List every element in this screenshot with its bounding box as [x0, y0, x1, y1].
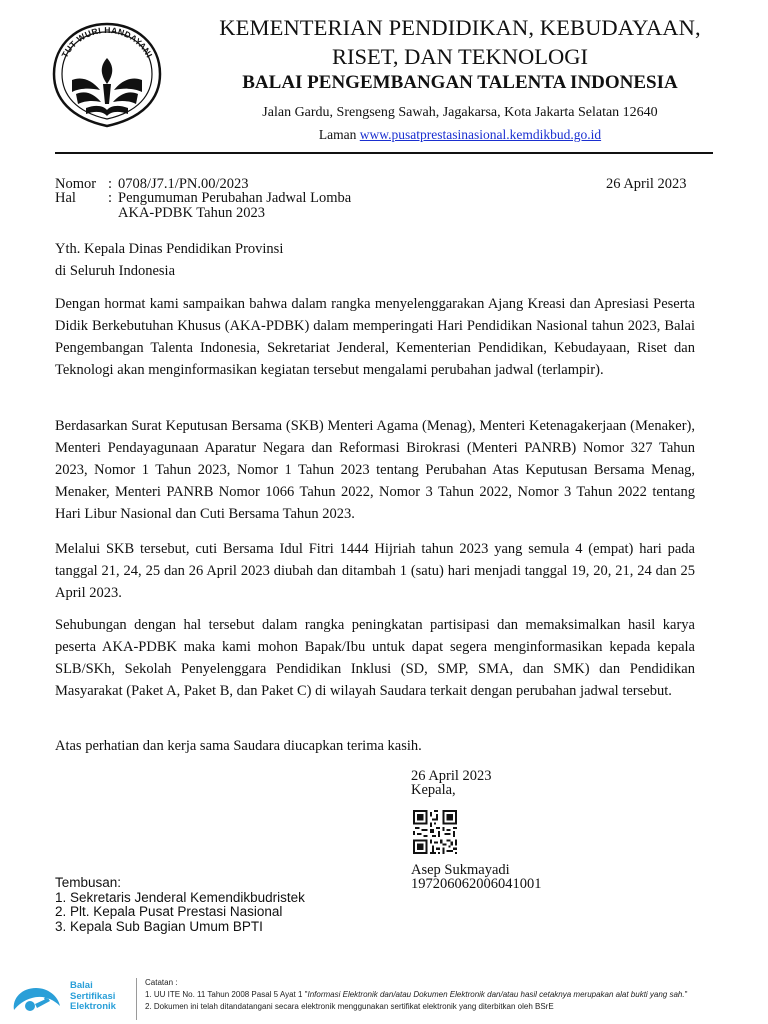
tembusan-item: 3. Kepala Sub Bagian Umum BPTI	[55, 918, 263, 934]
bsre-line3: Elektronik	[70, 1001, 116, 1012]
bsre-logo-icon	[8, 980, 66, 1020]
tembusan-list	[55, 876, 305, 934]
ministry-name-line1: KEMENTERIAN PENDIDIKAN, KEBUDAYAAN,	[219, 15, 701, 40]
body-paragraph-4: Sehubungan dengan hal tersebut dalam rangka peningkatan partisipasi dan memaksimalkan hasil karya peserta AKA-PDBK maka kami mohon Bapak/Ibu untuk dapat segera menginformasikan kepada kepala SLB/SKh, Sekolah Penyelenggara Pendidikan Inklusi (SD, SMP, SMA, dan SMK) dan Pendidikan Masyarakat (Paket A, Paket B, dan Paket C) di wilayah Saudara terkait dengan perubahan jadwal tersebut.	[55, 617, 695, 699]
subject-label: Hal	[55, 190, 76, 206]
tembusan-item: 1. Sekretaris Jenderal Kemendikbudristek	[55, 889, 305, 905]
recipient-line2: di Seluruh Indonesia	[55, 263, 176, 279]
bsre-line2: Sertifikasi	[70, 990, 116, 1002]
tembusan-item: 2. Plt. Kepala Pusat Prestasi Nasional	[55, 904, 283, 919]
subject-line2: AKA-PDBK Tahun 2023	[118, 205, 265, 221]
qr-code-icon	[413, 810, 457, 854]
subject-colon: :	[108, 190, 113, 206]
note-1-quote: Informasi Elektronik dan/atau Dokumen Elektronik dan/atau hasil cetaknya merupakan alat bukti yang sah.	[307, 990, 685, 999]
signature-position: Kepala,	[411, 782, 456, 798]
body-paragraph-1: Dengan hormat kami sampaikan bahwa dalam rangka menyelenggarakan Ajang Kreasi dan Apresiasi Peserta Didik Berkebutuhan Khusus (AKA-PDBK) dalam memperingati Hari Pendidikan Nasional tahun 2023, Balai Pengembangan Talenta Indonesia, Sekretariat Jenderal, Kementerian Pendidikan, Kebudayaan, Riset dan Teknologi akan menginformasikan kegiatan tersebut mengalami perubahan jadwal (terlampir).	[55, 296, 695, 378]
number-colon: :	[108, 176, 113, 192]
tut-wuri-handayani-logo	[48, 18, 166, 130]
website-link[interactable]: www.pusatprestasinasional.kemdikbud.go.id	[359, 127, 602, 142]
note-1	[145, 989, 687, 1001]
signature-date: 26 April 2023	[411, 768, 492, 784]
bsre-line1: Balai	[70, 980, 93, 991]
agency-name: BALAI PENGEMBANGAN TALENTA INDONESIA	[242, 72, 678, 93]
footer-notes	[145, 977, 687, 1013]
website-label: Laman	[318, 127, 357, 142]
letter-number: 0708/J7.1/PN.00/2023	[118, 176, 249, 192]
body-paragraph-2: Berdasarkan Surat Keputusan Bersama (SKB) Menteri Agama (Menag), Menteri Ketenagakerjaan (Menaker), Menteri Pendayagunaan Aparatur Negara dan Reformasi Birokrasi (Menteri PANRB) Nomor 327 Tahun 2023, Nomor 1 Tahun 2023, Nomor 1 Tahun 2023 tentang Perubahan Atas Keputusan Bersama Menag, Menaker, Menteri PANRB Nomor 1066 Tahun 2022, Nomor 3 Tahun 2022, Nomor 3 Tahun 2022 tentang Hari Libur Nasional dan Cuti Bersama Tahun 2023.	[55, 418, 695, 522]
tembusan-title: Tembusan:	[55, 875, 122, 890]
bsre-wordmark	[70, 981, 116, 1013]
svg-text:TUT WURI HANDAYANI: TUT WURI HANDAYANI	[59, 24, 155, 60]
agency-website	[170, 127, 750, 143]
subject-line1: Pengumuman Perubahan Jadwal Lomba	[118, 190, 352, 206]
signatory-name: Asep Sukmayadi	[411, 862, 510, 878]
body-paragraph-3: Melalui SKB tersebut, cuti Bersama Idul Fitri 1444 Hijriah tahun 2023 yang semula 4 (empat) hari pada tanggal 21, 24, 25 dan 26 April 2023 diubah dan ditambah 1 (satu) hari menjadi tanggal 19, 20, 21, 24 dan 25 April 2023.	[55, 541, 695, 601]
signatory-nip: 197206062006041001	[411, 876, 542, 892]
recipient-line1: Yth. Kepala Dinas Pendidikan Provinsi	[55, 241, 284, 257]
letterhead-divider	[55, 152, 713, 154]
footer-divider	[136, 978, 137, 1020]
ministry-name-line2: RISET, DAN TEKNOLOGI	[331, 44, 588, 69]
notes-title: Catatan :	[145, 978, 178, 987]
note-1-suffix: "	[684, 990, 688, 999]
agency-address: Jalan Gardu, Srengseng Sawah, Jagakarsa, Kota Jakarta Selatan 12640	[262, 105, 658, 120]
letter-date: 26 April 2023	[606, 176, 687, 192]
note-1-prefix: 1. UU ITE No. 11 Tahun 2008 Pasal 5 Ayat 1 "	[145, 990, 308, 999]
note-2: 2. Dokumen ini telah ditandatangani secara elektronik menggunakan sertifikat elektronik yang diterbitkan oleh BSrE	[145, 1002, 554, 1011]
closing-sentence: Atas perhatian dan kerja sama Saudara diucapkan terima kasih.	[55, 738, 422, 754]
number-label: Nomor	[55, 176, 97, 192]
